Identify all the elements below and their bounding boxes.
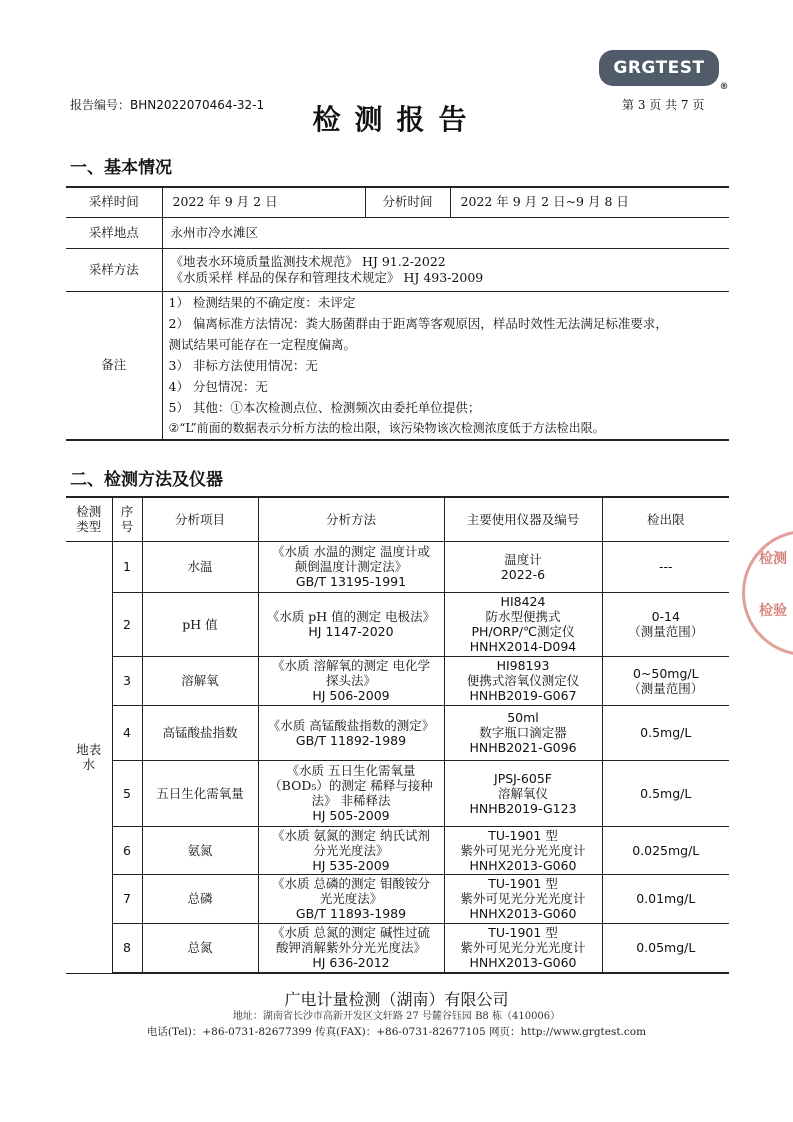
row-limit: 0.05mg/L [602,923,729,973]
remark-line: 2） 偏离标准方法情况：粪大肠菌群由于距离等客观原因，样品时效性无法满足标准要求， [168,315,668,331]
row-instrument: HI8424 防水型便携式 PH/ORP/℃测定仪 HNHX2014-D094 [444,592,602,656]
row-instrument: 50ml 数字瓶口滴定器 HNHB2021-G096 [444,705,602,760]
row-item: 氨氮 [142,826,258,874]
remark-line: 1） 检测结果的不确定度：未评定 [168,294,356,310]
row-no: 4 [112,705,142,760]
sampling-method-line: 《水质采样 样品的保存和管理技术规定》 HJ 493-2009 [170,269,484,285]
row-no: 8 [112,923,142,973]
row-item: 总氮 [142,923,258,973]
col-header-item: 分析项目 [142,497,258,541]
row-method: 《水质 五日生化需氧量 （BOD₅）的测定 稀释与接种 法》 非稀释法 HJ 505-2009 [258,760,444,826]
row-instrument: TU-1901 型 紫外可见光分光光度计 HNHX2013-G060 [444,874,602,923]
sampling-time-value: 2022 年 9 月 2 日 [162,187,365,217]
row-method: 《水质 高锰酸盐指数的测定》 GB/T 11892-1989 [258,705,444,760]
row-method: 《水质 pH 值的测定 电极法》 HJ 1147-2020 [258,592,444,656]
row-instrument: 温度计 2022-6 [444,541,602,592]
col-header-method: 分析方法 [258,497,444,541]
row-instrument: JPSJ-605F 溶解氧仪 HNHB2019-G123 [444,760,602,826]
row-limit: 0.5mg/L [602,760,729,826]
logo-text: GRGTEST [613,58,705,78]
table-row [66,592,729,656]
methods-instruments-table [66,496,729,974]
row-item: 高锰酸盐指数 [142,705,258,760]
table-row [66,760,729,826]
col-header-type: 检测 类型 [66,497,112,541]
row-limit: 0.01mg/L [602,874,729,923]
company-name: 广电计量检测（湖南）有限公司 [284,990,509,1009]
table-row [66,923,729,973]
col-header-instrument: 主要使用仪器及编号 [444,497,602,541]
table-row [66,656,729,705]
row-limit: 0-14 （测量范围） [602,592,729,656]
row-instrument: TU-1901 型 紫外可见光分光光度计 HNHX2013-G060 [444,923,602,973]
report-number: 报告编号：BHN2022070464-32-1 [70,98,265,112]
remark-line: 3） 非标方法使用情况：无 [168,357,318,373]
section-basic-info-heading: 一、基本情况 [70,158,172,178]
row-no: 1 [112,541,142,592]
row-method: 《水质 总氮的测定 碱性过硫 酸钾消解紫外分光光度法》 HJ 636-2012 [258,923,444,973]
row-no: 6 [112,826,142,874]
page-indicator: 第 3 页 共 7 页 [622,98,705,112]
seal-text: 检测 [759,551,787,567]
seal-text: 检验 [759,603,787,619]
company-contact: 电话(Tel)：+86-0731-82677399 传真(FAX)：+86-0731-82677105 网页：http://www.grgtest.com [146,1026,647,1038]
sampling-method-label: 采样方法 [66,248,162,291]
row-limit: 0.5mg/L [602,705,729,760]
row-limit: 0.025mg/L [602,826,729,874]
row-item: 溶解氧 [142,656,258,705]
table-row [66,705,729,760]
remarks-label: 备注 [66,291,162,440]
inspection-seal [742,530,793,656]
row-method: 《水质 溶解氧的测定 电化学 探头法》 HJ 506-2009 [258,656,444,705]
row-limit: --- [602,541,729,592]
table-row [66,826,729,874]
col-header-limit: 检出限 [602,497,729,541]
table-row [66,874,729,923]
analysis-time-label: 分析时间 [365,187,450,217]
row-method: 《水质 氨氮的测定 纳氏试剂 分光光度法》 HJ 535-2009 [258,826,444,874]
row-no: 3 [112,656,142,705]
document-title: 检测报告 [312,103,481,136]
row-item: 五日生化需氧量 [142,760,258,826]
row-no: 7 [112,874,142,923]
sampling-time-label: 采样时间 [66,187,162,217]
remark-line: 5） 其他：①本次检测点位、检测频次由委托单位提供； [168,399,481,415]
row-instrument: HI98193 便携式溶氧仪测定仪 HNHB2019-G067 [444,656,602,705]
sampling-method-line: 《地表水环境质量监测技术规范》 HJ 91.2-2022 [170,253,446,269]
row-no: 2 [112,592,142,656]
sample-type-cell: 地表 水 [66,541,112,973]
section-methods-heading: 二、检测方法及仪器 [70,470,223,490]
row-no: 5 [112,760,142,826]
sampling-site-value: 永州市冷水滩区 [162,217,729,248]
row-instrument: TU-1901 型 紫外可见光分光光度计 HNHX2013-G060 [444,826,602,874]
table-row [66,541,729,592]
row-method: 《水质 总磷的测定 钼酸铵分 光光度法》 GB/T 11893-1989 [258,874,444,923]
row-item: 总磷 [142,874,258,923]
row-limit: 0~50mg/L （测量范围） [602,656,729,705]
analysis-time-value: 2022 年 9 月 2 日~9 月 8 日 [450,187,729,217]
grgtest-logo [599,50,729,92]
remark-line: ②“L”前面的数据表示分析方法的检出限，该污染物该次检测浓度低于方法检出限。 [168,420,605,435]
remark-line: 4） 分包情况：无 [168,378,268,394]
row-item: 水温 [142,541,258,592]
sampling-site-label: 采样地点 [66,217,162,248]
col-header-no: 序 号 [112,497,142,541]
company-address: 地址：湖南省长沙市高新开发区文轩路 27 号麓谷钰园 B8 栋（410006） [232,1011,561,1022]
remark-line: 测试结果可能存在一定程度偏离。 [168,336,357,352]
row-item: pH 值 [142,592,258,656]
basic-info-table [66,186,729,441]
registered-mark: ® [719,82,729,92]
row-method: 《水质 水温的测定 温度计或 颠倒温度计测定法》 GB/T 13195-1991 [258,541,444,592]
